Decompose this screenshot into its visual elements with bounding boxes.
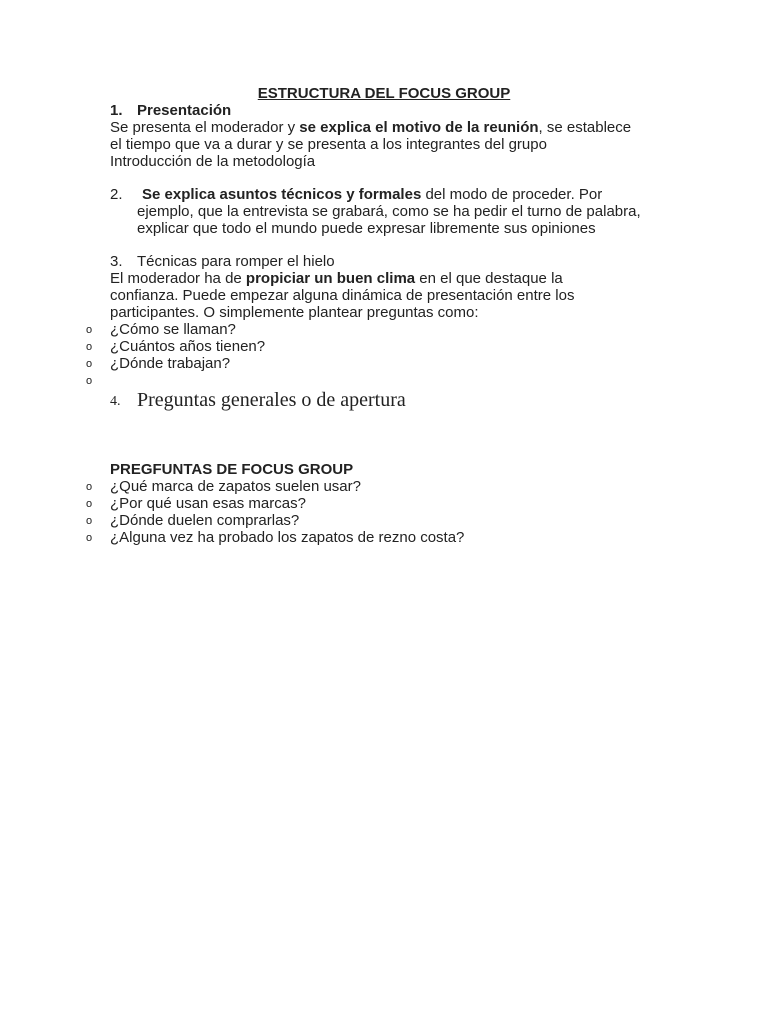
bullet-icon: o xyxy=(86,532,93,544)
bullet-icon: o xyxy=(86,341,93,353)
section-2-number: 2. xyxy=(110,186,123,203)
list-item: ¿Alguna vez ha probado los zapatos de rezno costa? xyxy=(110,529,465,546)
section-3-line-3: participantes. O simplemente plantear preguntas como: xyxy=(110,304,479,321)
section-2-line-1-rest: del modo de proceder. Por xyxy=(421,186,603,203)
section-1-line-1-c: , se establece xyxy=(538,119,632,136)
section-3-number: 3. xyxy=(110,253,123,270)
list-item: ¿Dónde duelen comprarlas? xyxy=(110,512,300,529)
list-item: ¿Por qué usan esas marcas? xyxy=(110,495,306,512)
questions-heading: PREGFUNTAS DE FOCUS GROUP xyxy=(110,461,354,478)
document-title: ESTRUCTURA DEL FOCUS GROUP xyxy=(257,85,511,102)
list-item: ¿Cuántos años tienen? xyxy=(110,338,266,355)
section-4-heading: Preguntas generales o de apertura xyxy=(137,389,406,411)
section-3-line-1-a: El moderador ha de xyxy=(110,270,246,287)
section-4-number: 4. xyxy=(110,394,121,409)
section-3-line-2: confianza. Puede empezar alguna dinámica de presentación entre los xyxy=(110,287,575,304)
section-1-line-1-b: se explica el motivo de la reunión xyxy=(299,119,539,136)
section-3-line-1-b: propiciar un buen clima xyxy=(245,270,416,287)
list-item: ¿Qué marca de zapatos suelen usar? xyxy=(110,478,361,495)
bullet-icon: o xyxy=(86,481,93,493)
section-1-heading: Presentación xyxy=(137,102,232,119)
section-2-line-1 xyxy=(142,186,602,203)
section-1-line-1 xyxy=(110,119,631,136)
section-1-line-1-a: Se presenta el moderador y xyxy=(110,119,300,136)
list-item: ¿Dónde trabajan? xyxy=(110,355,231,372)
section-1-line-2: el tiempo que va a durar y se presenta a los integrantes del grupo xyxy=(110,136,547,153)
section-1-line-3: Introducción de la metodología xyxy=(110,153,316,170)
section-3-line-1 xyxy=(110,270,563,287)
section-3-line-1-c: en el que destaque la xyxy=(415,270,563,287)
section-2-line-1-bold: Se explica asuntos técnicos y formales xyxy=(142,186,422,203)
bullet-icon: o xyxy=(86,324,93,336)
section-2-line-2: ejemplo, que la entrevista se grabará, como se ha pedir el turno de palabra, xyxy=(137,203,641,220)
list-item: ¿Cómo se llaman? xyxy=(110,321,236,338)
bullet-icon: o xyxy=(86,515,93,527)
section-1-number: 1. xyxy=(110,102,123,119)
bullet-icon: o xyxy=(86,358,93,370)
section-2-line-3: explicar que todo el mundo puede expresar libremente sus opiniones xyxy=(137,220,596,237)
section-3-heading: Técnicas para romper el hielo xyxy=(137,253,335,270)
bullet-icon: o xyxy=(86,375,93,387)
bullet-icon: o xyxy=(86,498,93,510)
